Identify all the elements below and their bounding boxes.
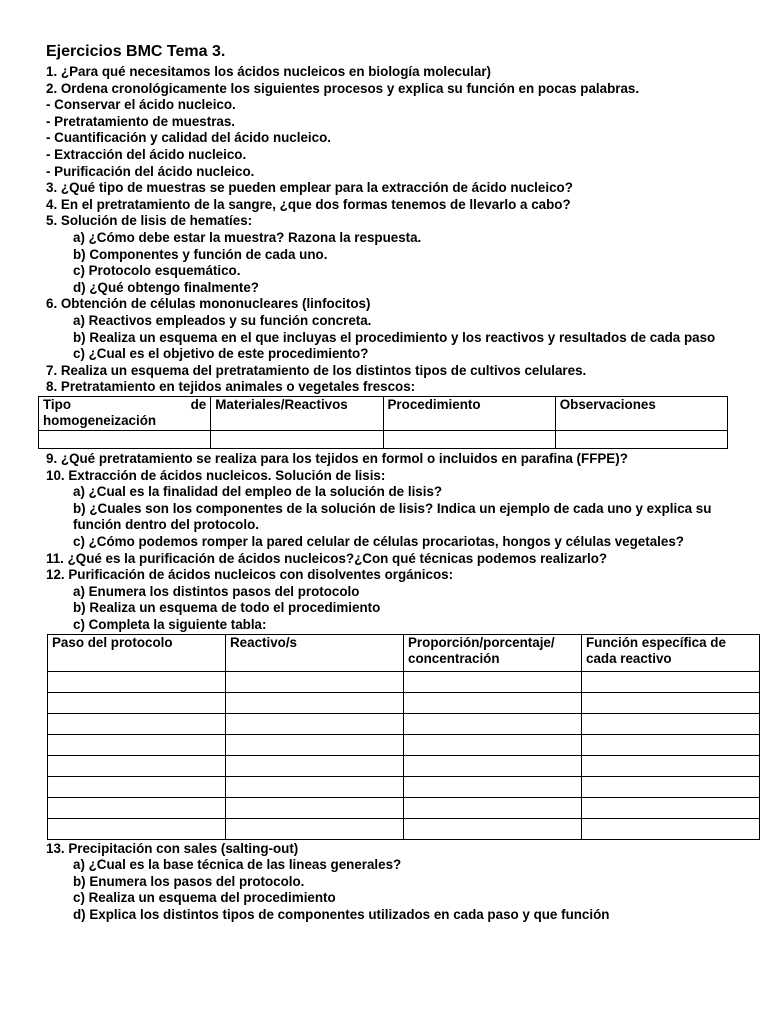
- protocol-table: [47, 634, 760, 840]
- table-header-cell: Paso del protocolo: [48, 634, 226, 671]
- empty-cell[interactable]: [211, 431, 383, 449]
- table-header-cell: Proporción/porcentaje/ concentración: [404, 634, 582, 671]
- empty-cell[interactable]: [226, 734, 404, 755]
- question-10: 10. Extracción de ácidos nucleicos. Solución de lisis:: [46, 467, 386, 483]
- q6-item: c) ¿Cual es el objetivo de este procedimiento?: [73, 346, 369, 362]
- table-header-cell: Materiales/Reactivos: [211, 396, 383, 430]
- empty-cell[interactable]: [582, 692, 760, 713]
- question-13: 13. Precipitación con sales (salting-out): [46, 840, 299, 856]
- empty-cell[interactable]: [582, 797, 760, 818]
- empty-cell[interactable]: [39, 431, 211, 449]
- homogenization-table: [38, 396, 728, 449]
- q2-item: - Extracción del ácido nucleico.: [46, 146, 247, 162]
- empty-cell[interactable]: [555, 431, 727, 449]
- empty-cell[interactable]: [582, 755, 760, 776]
- empty-cell[interactable]: [582, 734, 760, 755]
- table-header-cell: Observaciones: [555, 396, 727, 430]
- question-8: 8. Pretratamiento en tejidos animales o vegetales frescos:: [46, 379, 416, 395]
- question-6: 6. Obtención de células mononucleares (linfocitos): [46, 296, 371, 312]
- empty-cell[interactable]: [404, 671, 582, 692]
- question-1: 1. ¿Para qué necesitamos los ácidos nucleicos en biología molecular): [46, 64, 492, 79]
- empty-cell[interactable]: [226, 692, 404, 713]
- empty-cell[interactable]: [582, 671, 760, 692]
- q12-item: c) Completa la siguiente tabla:: [73, 617, 267, 632]
- empty-cell[interactable]: [48, 713, 226, 734]
- empty-cell[interactable]: [582, 818, 760, 839]
- empty-cell[interactable]: [48, 755, 226, 776]
- empty-cell[interactable]: [226, 797, 404, 818]
- empty-cell[interactable]: [226, 818, 404, 839]
- empty-cell[interactable]: [226, 671, 404, 692]
- table-header-cell: [39, 396, 211, 430]
- question-2: 2. Ordena cronológicamente los siguientes procesos y explica su función en pocas palabras.: [46, 80, 640, 96]
- empty-cell[interactable]: [404, 818, 582, 839]
- empty-cell[interactable]: [582, 713, 760, 734]
- q2-item: - Conservar el ácido nucleico.: [46, 97, 236, 113]
- table-header-cell: Reactivo/s: [226, 634, 404, 671]
- empty-cell[interactable]: [48, 797, 226, 818]
- table-header-cell: Función específica de cada reactivo: [582, 634, 760, 671]
- empty-cell[interactable]: [48, 734, 226, 755]
- empty-cell[interactable]: [404, 713, 582, 734]
- q6-item: a) Reactivos empleados y su función concreta.: [73, 312, 372, 328]
- q12-item: b) Realiza un esquema de todo el procedimiento: [73, 600, 381, 616]
- q2-item: - Purificación del ácido nucleico.: [46, 163, 255, 179]
- question-11: 11. ¿Qué es la purificación de ácidos nucleicos?¿Con qué técnicas podemos realizarlo?: [46, 550, 608, 566]
- empty-cell[interactable]: [404, 797, 582, 818]
- header-text: de: [190, 396, 207, 412]
- question-7: 7. Realiza un esquema del pretratamiento de los distintos tipos de cultivos celulares.: [46, 362, 587, 378]
- q5-item: c) Protocolo esquemático.: [73, 263, 241, 279]
- q5-item: b) Componentes y función de cada uno.: [73, 246, 328, 262]
- q13-item: d) Explica los distintos tipos de componentes utilizados en cada paso y que función: [73, 906, 610, 922]
- empty-cell[interactable]: [226, 713, 404, 734]
- empty-cell[interactable]: [226, 776, 404, 797]
- empty-cell[interactable]: [226, 755, 404, 776]
- question-4: 4. En el pretratamiento de la sangre, ¿que dos formas tenemos de llevarlo a cabo?: [46, 196, 571, 212]
- q10-item: c) ¿Cómo podemos romper la pared celular de células procariotas, hongos y células vegetales?: [73, 534, 684, 550]
- q6-item: b) Realiza un esquema en el que incluyas el procedimiento y los reactivos y resultados de cada paso: [73, 329, 716, 345]
- question-9: 9. ¿Qué pretratamiento se realiza para los tejidos en formol o incluidos en parafina (FFPE)?: [46, 451, 628, 467]
- empty-cell[interactable]: [48, 671, 226, 692]
- document-title: Ejercicios BMC Tema 3.: [46, 43, 226, 60]
- q5-item: d) ¿Qué obtengo finalmente?: [73, 279, 259, 295]
- question-3: 3. ¿Qué tipo de muestras se pueden emplear para la extracción de ácido nucleico?: [46, 180, 573, 196]
- q2-item: - Cuantificación y calidad del ácido nucleico.: [46, 130, 331, 146]
- q10-item: b) ¿Cuales son los componentes de la solución de lisis? Indica un ejemplo de cada uno y explica su función dentro del protocolo.: [73, 500, 712, 533]
- q12-item: a) Enumera los distintos pasos del protocolo: [73, 583, 360, 599]
- q5-item: a) ¿Cómo debe estar la muestra? Razona la respuesta.: [73, 229, 422, 245]
- q13-item: b) Enumera los pasos del protocolo.: [73, 873, 305, 889]
- empty-cell[interactable]: [582, 776, 760, 797]
- empty-cell[interactable]: [404, 734, 582, 755]
- q10-item: a) ¿Cual es la finalidad del empleo de la solución de lisis?: [73, 484, 443, 500]
- empty-cell[interactable]: [404, 692, 582, 713]
- empty-cell[interactable]: [48, 692, 226, 713]
- q2-item: - Pretratamiento de muestras.: [46, 113, 236, 129]
- q13-item: c) Realiza un esquema del procedimiento: [73, 890, 336, 906]
- header-text: homogeneización: [43, 413, 157, 429]
- exercise-document: [43, 42, 760, 924]
- question-5: 5. Solución de lisis de hematíes:: [46, 213, 253, 229]
- q13-item: a) ¿Cual es la base técnica de las lineas generales?: [73, 857, 402, 873]
- header-text: Tipo: [43, 396, 72, 412]
- empty-cell[interactable]: [48, 776, 226, 797]
- table-header-cell: Procedimiento: [383, 396, 555, 430]
- empty-cell[interactable]: [404, 755, 582, 776]
- empty-cell[interactable]: [404, 776, 582, 797]
- question-12: 12. Purificación de ácidos nucleicos con disolventes orgánicos:: [46, 567, 454, 583]
- empty-cell[interactable]: [383, 431, 555, 449]
- empty-cell[interactable]: [48, 818, 226, 839]
